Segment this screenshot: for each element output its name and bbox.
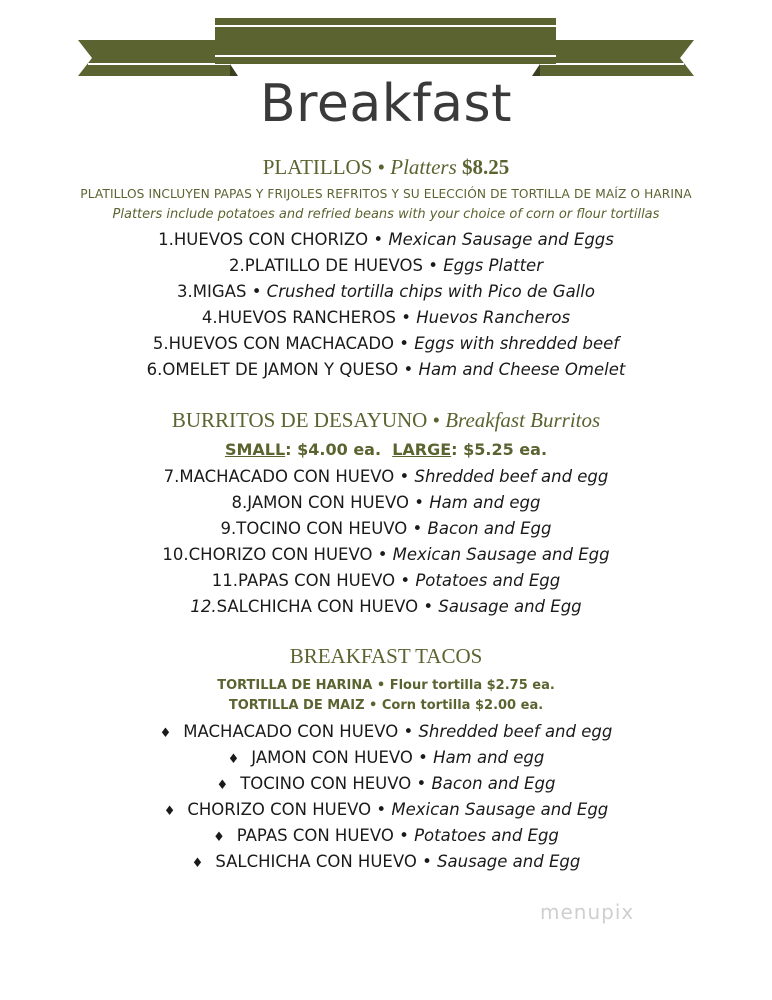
item-name-en: Mexican Sausage and Eggs [388,230,614,249]
item-name-es: TOCINO CON HEUVO [240,774,412,793]
item-name-es: MIGAS [192,282,247,301]
large-price: : $5.25 ea. [451,440,548,459]
menu-item [0,597,772,616]
item-name-es: HUEVOS CON CHORIZO [173,230,369,249]
bullet: • [399,826,409,845]
platillos-note-es: PLATILLOS INCLUYEN PAPAS Y FRIJOLES REFRITOS Y SU ELECCIÓN DE TORTILLA DE MAÍZ O HARINA [80,187,692,201]
menu-item [0,282,772,301]
bullet: • [416,774,427,793]
bullet: • [403,722,414,741]
bullet: • [422,852,432,871]
item-name-en: Mexican Sausage and Egg [391,800,609,819]
bullet: • [428,256,438,275]
bullet: • [251,282,262,301]
platillos-note-en: Platters include potatoes and refried beans with your choice of corn or flour tortillas [112,207,660,222]
diamond-icon: ♦ [216,778,229,793]
item-name-es: OMELET DE JAMON Y QUESO [162,360,399,379]
corn-tortilla-es: TORTILLA DE MAIZ [228,698,365,713]
taco-item [0,774,772,793]
item-name-en: Eggs Platter [443,256,543,275]
item-name-en: Ham and egg [433,748,545,767]
menu-item [0,571,772,590]
item-name-en: Shredded beef and egg [418,722,613,741]
burritos-heading [0,408,772,433]
taco-item [0,800,772,819]
small-price: : $4.00 ea. [285,440,382,459]
item-name-en: Ham and Cheese Omelet [418,360,626,379]
diamond-icon: ♦ [163,804,176,819]
item-name-es: MACHACADO CON HUEVO [183,722,399,741]
item-name-es: PAPAS CON HUEVO [236,826,394,845]
diamond-icon: ♦ [213,830,225,845]
item-name-en: Eggs with shredded beef [414,334,620,353]
item-number: 2. [229,256,245,275]
diamond-icon: ♦ [191,856,204,871]
platillos-heading-es: PLATILLOS [262,155,373,179]
bullet: • [418,748,428,767]
item-name-es: PAPAS CON HUEVO [238,571,396,590]
bullet: • [376,800,387,819]
bullet: • [412,519,423,538]
corn-tortilla-price [0,698,772,713]
item-name-en: Sausage and Egg [437,852,581,871]
flour-tortilla-en: Flour tortilla $2.75 ea. [389,678,555,693]
bullet: • [369,698,378,713]
taco-item [0,852,772,871]
bullet: • [423,597,434,616]
item-number: 1. [158,230,174,249]
bullet: • [401,308,411,327]
platillos-heading [0,155,772,180]
corn-tortilla-en: Corn tortilla $2.00 ea. [381,698,544,713]
menu-item [0,360,772,379]
item-name-en: Crushed tortilla chips with Pico de Gallo [266,282,595,301]
tacos-heading: BREAKFAST TACOS [289,644,483,668]
menu-item [0,467,772,486]
bullet: • [377,545,388,564]
item-number: 10. [162,545,189,564]
bullet: • [414,493,424,512]
diamond-icon: ♦ [227,752,240,767]
item-name-es: JAMON CON HUEVO [247,493,409,512]
menu-item [0,545,772,564]
watermark: menupix [540,900,635,924]
burrito-sizes [0,440,772,459]
menu-item [0,256,772,275]
bullet: • [399,467,410,486]
item-name-en: Bacon and Egg [431,774,556,793]
item-name-en: Ham and egg [429,493,541,512]
item-name-es: HUEVOS CON MACHACADO [168,334,395,353]
item-name-en: Potatoes and Egg [414,826,559,845]
flour-tortilla-price [0,678,772,693]
page-title: Breakfast [259,74,513,134]
burritos-heading-es: BURRITOS DE DESAYUNO [171,408,428,432]
item-name-es: CHORIZO CON HUEVO [187,800,372,819]
bullet: • [432,408,440,432]
menu-item [0,519,772,538]
bullet: • [399,334,409,353]
platillos-heading-en: Platters [390,155,457,179]
item-name-en: Potatoes and Egg [415,571,561,590]
item-name-es: SALCHICHA CON HUEVO [215,852,417,871]
item-name-es: SALCHICHA CON HUEVO [216,597,419,616]
item-name-es: JAMON CON HUEVO [251,748,413,767]
item-number: 7. [163,467,180,486]
item-name-es: MACHACADO CON HUEVO [179,467,395,486]
bullet: • [400,571,411,590]
burritos-heading-en: Breakfast Burritos [445,408,601,432]
platillos-price: $8.25 [462,155,510,179]
item-number: 8. [231,493,248,512]
item-name-en: Huevos Rancheros [416,308,571,327]
item-number: 12. [190,597,217,616]
flour-tortilla-es: TORTILLA DE HARINA [217,678,373,693]
item-name-es: TOCINO CON HEUVO [236,519,408,538]
item-number: 3. [177,282,193,301]
menu-item [0,334,772,353]
taco-item [0,748,772,767]
menu-item [0,308,772,327]
item-name-en: Shredded beef and egg [414,467,609,486]
item-number: 5. [152,334,169,353]
item-name-es: PLATILLO DE HUEVOS [244,256,424,275]
item-name-en: Mexican Sausage and Egg [392,545,610,564]
taco-item [0,722,772,741]
item-name-en: Sausage and Egg [438,597,582,616]
item-name-en: Bacon and Egg [427,519,552,538]
bullet: • [377,155,386,179]
bullet: • [373,230,384,249]
taco-item [0,826,772,845]
item-number: 11. [211,571,239,590]
item-number: 9. [220,519,237,538]
small-label: SMALL [224,440,286,459]
diamond-icon: ♦ [159,726,172,741]
menu-item [0,493,772,512]
item-name-es: HUEVOS RANCHEROS [217,308,396,327]
bullet: • [403,360,414,379]
item-number: 6. [146,360,163,379]
item-name-es: CHORIZO CON HUEVO [188,545,373,564]
item-number: 4. [201,308,218,327]
menu-item [0,230,772,249]
bullet: • [376,678,386,693]
large-label: LARGE [392,440,452,459]
